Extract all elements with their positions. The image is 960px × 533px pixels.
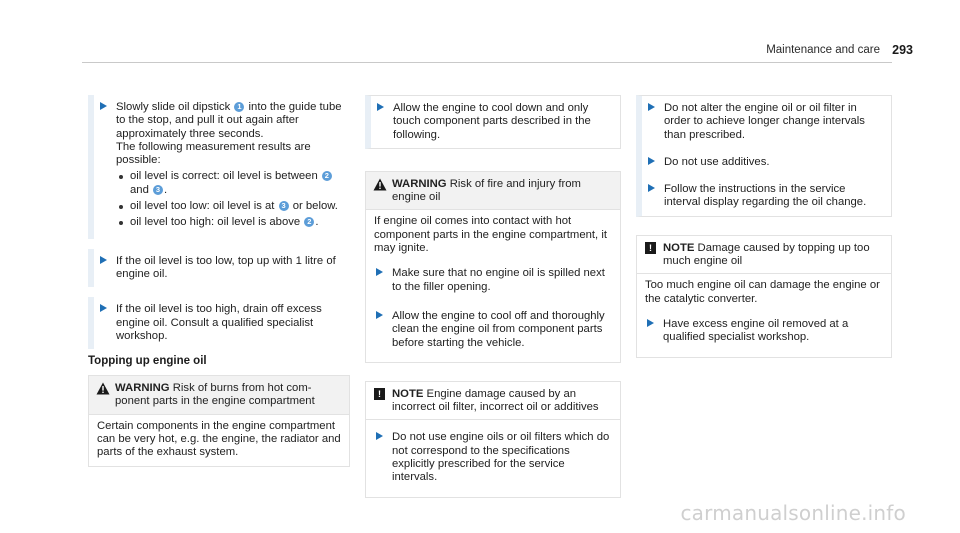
column-3 xyxy=(636,95,892,358)
instruction-step: If the oil level is too low, top up with 1 litre of engine oil. xyxy=(88,249,350,288)
note-body xyxy=(366,420,620,496)
warning-header xyxy=(89,376,349,415)
step-arrow-icon xyxy=(377,103,384,111)
instruction-step: Do not alter the engine oil or oil filter in order to achieve longer change intervals than prescribed. xyxy=(636,95,892,148)
instruction-step: Make sure that no engine oil is spilled next to the filler opening. xyxy=(374,261,612,300)
instruction-step: Follow the instructions in the service interval display regarding the oil change. xyxy=(636,175,892,217)
list-item: oil level too low: oil level is at 3 or below. xyxy=(116,200,342,213)
marker-3-icon: 3 xyxy=(153,185,163,195)
column-1 xyxy=(88,95,350,467)
marker-2-icon: 2 xyxy=(304,217,314,227)
section-title: Maintenance and care xyxy=(766,44,880,56)
results-intro: The following measurement results are possible: xyxy=(116,140,311,167)
note-title: Damage caused by topping up too much engine oil xyxy=(663,241,870,268)
step-arrow-icon xyxy=(376,268,383,276)
exclamation-icon: ! xyxy=(374,388,385,400)
section-heading: Topping up engine oil xyxy=(88,355,207,368)
note-label: NOTE xyxy=(663,241,695,254)
warning-header xyxy=(366,172,620,211)
warning-title: Risk of fire and injury from engine oil xyxy=(392,177,581,204)
instruction-step: Allow the engine to cool off and thoroughly clean the engine oil from component parts before starting the vehicle. xyxy=(374,304,612,356)
step-arrow-icon xyxy=(648,157,655,165)
header-divider xyxy=(82,62,892,63)
instruction-step: If the oil level is too high, drain off excess engine oil. Consult a qualified specialist workshop. xyxy=(88,297,350,349)
instruction-step: Allow the engine to cool down and only touch component parts described in the following. xyxy=(365,95,621,149)
warning-triangle-icon xyxy=(96,382,110,395)
instruction-step: Do not use additives. xyxy=(636,148,892,175)
note-box xyxy=(636,235,892,358)
list-item: oil level is correct: oil level is between 2 and 3 . xyxy=(116,170,342,197)
warning-triangle-icon xyxy=(373,178,387,191)
step-arrow-icon xyxy=(376,432,383,440)
note-header xyxy=(637,236,891,275)
note-title: Engine damage caused by an incorrect oil filter, incorrect oil or additives xyxy=(392,387,599,414)
step-arrow-icon xyxy=(648,184,655,192)
step-arrow-icon xyxy=(100,256,107,264)
step-text: Slowly slide oil dipstick 1 into the guide tube to the stop, and pull it out again after approximately three seconds. xyxy=(116,101,342,140)
note-body: Too much engine oil can damage the engine or the catalytic converter. Have excess engine oil removed at a qualified specialist workshop. xyxy=(637,274,891,356)
warning-body: Certain components in the engine compartment can be very hot, e.g. the engine, the radiator and parts of the exhaust system. xyxy=(97,419,341,459)
note-label: NOTE xyxy=(392,387,424,400)
step-arrow-icon xyxy=(647,319,654,327)
note-header xyxy=(366,382,620,421)
warning-body: If engine oil comes into contact with hot component parts in the engine compartment, it may ignite. Make sure that no engine oil is spilled next to the filler opening. Allow the engine to cool off and thoroughly clean the engine oil from component parts before starting the vehicle. xyxy=(366,210,620,361)
marker-2-icon: 2 xyxy=(322,171,332,181)
column-2 xyxy=(365,95,621,498)
instruction-step: Have excess engine oil removed at a qualified specialist workshop. xyxy=(645,312,883,351)
warning-title: Risk of burns from hot component parts in the engine compartment xyxy=(115,382,315,408)
step-arrow-icon xyxy=(648,103,655,111)
warning-label: WARNING xyxy=(392,177,447,190)
page-header xyxy=(0,44,960,58)
marker-1-icon: 1 xyxy=(234,102,244,112)
step-arrow-icon xyxy=(100,102,107,110)
warning-box xyxy=(365,171,621,363)
results-list xyxy=(116,170,342,229)
instruction-step xyxy=(88,95,350,239)
step-arrow-icon xyxy=(376,311,383,319)
note-box xyxy=(365,381,621,498)
warning-box xyxy=(88,375,350,466)
marker-3-icon: 3 xyxy=(279,201,289,211)
warning-label: WARNING xyxy=(115,382,170,395)
page-number: 293 xyxy=(892,43,913,57)
step-arrow-icon xyxy=(100,304,107,312)
watermark: carmanualsonline.info xyxy=(680,501,906,525)
list-item: oil level too high: oil level is above 2 . xyxy=(116,216,342,229)
exclamation-icon: ! xyxy=(645,242,656,254)
instruction-step: Do not use engine oils or oil filters which do not correspond to the specifications explicitly prescribed for the service intervals. xyxy=(374,425,612,490)
